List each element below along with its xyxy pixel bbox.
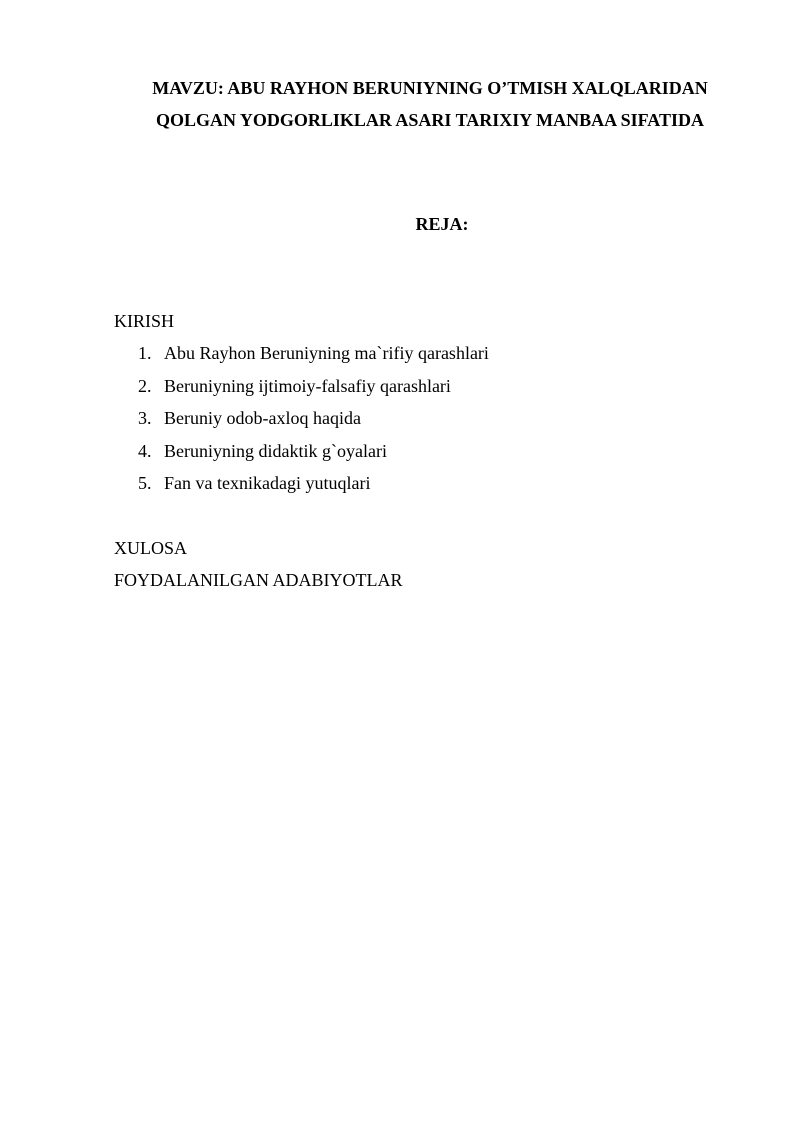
plan-item (114, 439, 489, 472)
references-label: FOYDALANILGAN ADABIYOTLAR (114, 570, 403, 590)
document-title (100, 72, 760, 136)
plan-item-number: 1. (138, 343, 152, 363)
plan-item-number: 5. (138, 473, 152, 493)
plan-item (114, 341, 489, 374)
plan-heading: REJA: (415, 214, 469, 234)
conclusion-label: XULOSA (114, 538, 188, 558)
plan-item (114, 406, 489, 439)
plan-item-text: Fan va texnikadagi yutuqlari (164, 473, 371, 493)
plan-item-number: 2. (138, 375, 152, 396)
plan-item-text: Beruniyning didaktik g`oyalari (164, 440, 387, 461)
plan-item-text: Beruniy odob-axloq haqida (164, 408, 361, 428)
plan-item-number: 3. (138, 408, 152, 428)
plan-item-text: Beruniyning ijtimoiy-falsafiy qarashlari (164, 375, 451, 396)
plan-item (114, 374, 489, 407)
plan-item-number: 4. (138, 440, 152, 461)
plan-item (114, 471, 489, 504)
plan-list (114, 341, 489, 504)
title-line-2: QOLGAN YODGORLIKLAR ASARI TARIXIY MANBAA SIFATIDA (156, 110, 704, 130)
introduction-label: KIRISH (114, 311, 175, 331)
plan-item-text: Abu Rayhon Beruniyning ma`rifiy qarashlari (164, 343, 489, 363)
title-line-1: MAVZU: ABU RAYHON BERUNIYNING O’TMISH XALQLARIDAN (152, 78, 708, 98)
